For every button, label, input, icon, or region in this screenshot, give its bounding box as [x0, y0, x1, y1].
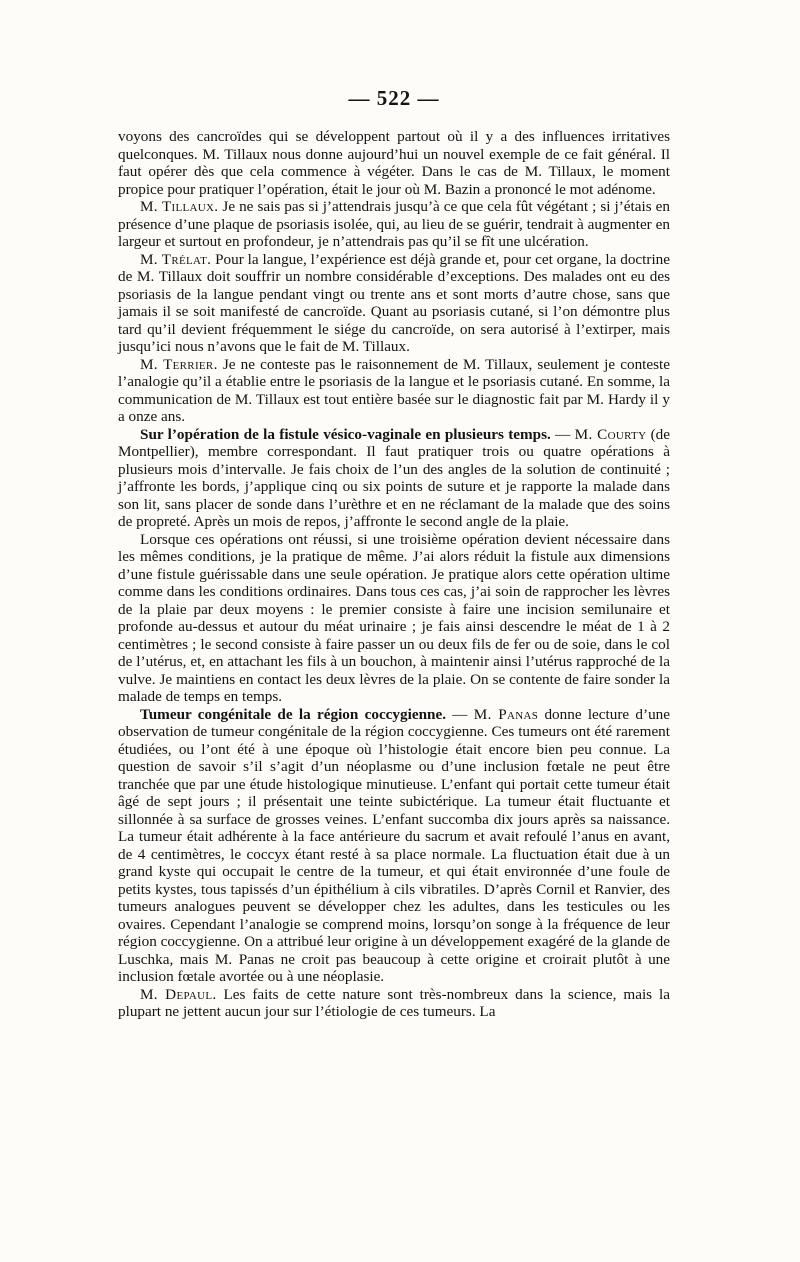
paragraph-trelat	[118, 251, 670, 356]
paragraph-text: voyons des cancroïdes qui se développent partout où il y a des influences irritatives quelconques. M. Tillaux nous donne aujourd’hui un nouvel exemple de ce fait général. Il faut opérer dès que cela commence à végéter. Dans le cas de M. Tillaux, le moment propice pour pratiquer l’opération, était le jour où M. Bazin a prononcé le mot adénome.	[118, 128, 670, 198]
paragraph-intro	[118, 128, 670, 198]
paragraph-text: Je ne conteste pas le raisonnement de M. Tillaux, seulement je conteste l’analogie qu’il a établie entre le psoriasis de la langue et le psoriasis cutané. En somme, la communication de M. Tillaux est tout entière basée sur le diagnostic fait par M. Hardy il y a onze ans.	[118, 355, 671, 425]
section-fistule: Sur l’opération de la fistule vésico-vaginale en plusieurs temps. — M. Courty (de Montpellier), membre correspondant. Il faut pratiquer trois ou quatre opérations à plusieurs mois d’intervalle. Je fais choix de l’un des angles de la solution de continuité ; j’affronte les bords, j’applique cinq ou six points de suture et je rapporte la malade dans son lit, sans placer de sonde dans l’urèthre et en ne réclamant de la malade que des soins de propreté. Après un mois de repos, j’affronte le second angle de la plaie.	[118, 425, 671, 530]
speaker-name: M. Tillaux.	[140, 198, 219, 215]
paragraph-text: Les faits de cette nature sont très-nombreux dans la science, mais la plupart ne jettent aucun jour sur l’étiologie de ces tumeurs. La	[118, 985, 671, 1020]
paragraph-terrier	[118, 356, 670, 426]
paragraph-fistule-continued	[118, 531, 670, 706]
paragraph-text: (de Montpellier), membre correspondant. Il faut pratiquer trois ou quatre opérations à plusieurs mois d’intervalle. Je fais choix de l’un des angles de la solution de continuité ; j’affronte les bords, j’applique cinq ou six points de suture et je rapporte la malade dans son lit, sans placer de sonde dans l’urèthre et en ne réclamant de la malade que des soins de propreté. Après un mois de repos, j’affronte le second angle de la plaie.	[118, 425, 671, 530]
speaker-name: M. Courty	[574, 425, 647, 443]
section-heading: Tumeur congénitale de la région coccygienne.	[140, 705, 447, 723]
section-heading: Sur l’opération de la fistule vésico-vaginale en plusieurs temps.	[140, 425, 551, 443]
speaker-name: M. Trélat.	[140, 250, 212, 268]
paragraph-text: Je ne sais pas si j’attendrais jusqu’à ce que cela fût végétant ; si j’étais en présence d’une plaque de psoriasis isolée, qui, au lieu de se guérir, tendrait à augmenter en largeur et surtout en profondeur, je n’attendrais pas qu’il se fît une ulcération.	[118, 198, 670, 250]
speaker-name: M. Depaul.	[140, 985, 217, 1003]
speaker-name: M. Terrier.	[140, 355, 218, 373]
paragraph-depaul	[118, 986, 670, 1021]
section-tumeur: Tumeur congénitale de la région coccygienne. — M. Panas donne lecture d’une observation de tumeur congénitale de la région coccygienne. Ces tumeurs ont été rarement étudiées, ou l’ont été à une époque où l’histologie était encore bien peu connue. La question de savoir s’il s’agit d’un néoplasme ou d’une inclusion fœtale ne peut être tranchée que par une étude histologique minutieuse. L’enfant qui portait cette tumeur était âgé de sept jours ; il présentait une teinte subictérique. La tumeur était fluctuante et sillonnée à sa surface de grosses veines. L’enfant succomba dix jours après sa naissance. La tumeur était adhérente à la face antérieure du sacrum et avait refoulé l’anus en avant, de 4 centimètres, le coccyx étant resté à sa place normale. La fluctuation était due à un grand kyste qui occupait le centre de la tumeur, et qui était environnée d’une foule de petits kystes, tous tapissés d’un épithélium à cils vibratiles. D’après Cornil et Ranvier, des tumeurs analogues peuvent se développer chez les adultes, dans les testicules ou les ovaires. Cependant l’analogie se comprend moins, lorsqu’on songe à la fréquence de leur région coccygienne. On a attribué leur origine à un développement exagéré de la glande de Luschka, mais M. Panas ne croit pas beaucoup à cette origine et croirait plutôt à une inclusion fœtale avortée ou à une néoplasie.	[118, 705, 671, 985]
page-number: — 522 —	[348, 86, 440, 110]
paragraph-tillaux	[118, 198, 670, 251]
paragraph-text: Pour la langue, l’expérience est déjà grande et, pour cet organe, la doctrine de M. Tillaux doit souffrir un nombre considérable d’exceptions. Des malades ont eu des psoriasis de la langue pendant vingt ou trente ans et sont morts d’autre chose, sans que jamais il se soit manifesté de cancroïde. Quant au psoriasis cutané, si l’on démontre plus tard qu’il devient fréquemment le siége du cancroïde, on sera autorisé à l’extirper, mais jusqu’ici nous n’avons que le fait de M. Tillaux.	[118, 250, 670, 355]
paragraph-text: donne lecture d’une observation de tumeur congénitale de la région coccygienne. Ces tumeurs ont été rarement étudiées, ou l’ont été à une époque où l’histologie était encore bien peu connue. La question de savoir s’il s’agit d’un néoplasme ou d’une inclusion fœtale ne peut être tranchée que par une étude histologique minutieuse. L’enfant qui portait cette tumeur était âgé de sept jours ; il présentait une teinte subictérique. La tumeur était fluctuante et sillonnée à sa surface de grosses veines. L’enfant succomba dix jours après sa naissance. La tumeur était adhérente à la face antérieure du sacrum et avait refoulé l’anus en avant, de 4 centimètres, le coccyx étant resté à sa place normale. La fluctuation était due à un grand kyste qui occupait le centre de la tumeur, et qui était environnée d’une foule de petits kystes, tous tapissés d’un épithélium à cils vibratiles. D’après Cornil et Ranvier, des tumeurs analogues peuvent se développer chez les adultes, dans les testicules ou les ovaires. Cependant l’analogie se comprend moins, lorsqu’on songe à la fréquence de leur région coccygienne. On a attribué leur origine à un développement exagéré de la glande de Luschka, mais M. Panas ne croit pas beaucoup à cette origine et croirait plutôt à une inclusion fœtale avortée ou à une néoplasie.	[118, 705, 671, 985]
speaker-name: M. Panas	[473, 705, 539, 723]
paragraph-text: Lorsque ces opérations ont réussi, si une troisième opération devient nécessaire dans les mêmes conditions, je la pratique de même. J’ai alors réduit la fistule aux dimensions d’une fistule guérissable dans une seule opération. Je pratique alors cette opération ultime comme dans les conditions ordinaires. Dans tous ces cas, j’ai soin de rapprocher les lèvres de la plaie par deux moyens : le premier consiste à faire une incision semilunaire et profonde au-dessus et autour du méat urinaire ; je fais ainsi descendre le méat de 1 à 2 centimètres ; le second consiste à faire passer un ou deux fils de fer ou de soie, dans le col de l’utérus, et, en attachant les fils à un bouchon, à maintenir ainsi l’utérus rapproché de la vulve. Je maintiens en contact les deux lèvres de la plaie. On se contente de faire sonder la malade de temps en temps.	[118, 530, 670, 705]
